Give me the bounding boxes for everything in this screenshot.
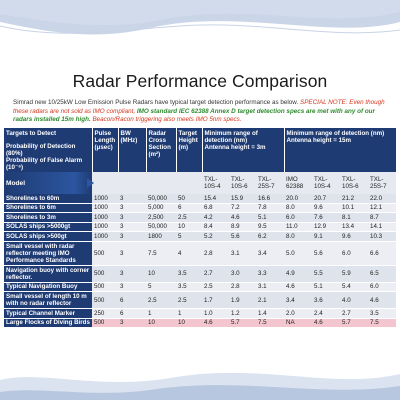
model-arrow-icon <box>87 178 94 188</box>
header-pulse-length: Pulse Length (μsec) <box>92 128 118 172</box>
special-note: SPECIAL NOTE: Even though these radars are not sold as IMO compliant, <box>13 99 385 115</box>
rcs-value: 10 <box>146 318 176 328</box>
height-value: 10 <box>176 318 202 328</box>
range-value: 1.2 <box>229 309 256 319</box>
model-name: IMO 62388 <box>284 172 312 194</box>
height-value: 3.5 <box>176 265 202 282</box>
range-value: 9.6 <box>340 232 368 242</box>
bw-value: 3 <box>118 241 146 265</box>
range-value: 8.0 <box>284 232 312 242</box>
bw-value: 3 <box>118 318 146 328</box>
pulse-value: 500 <box>92 318 118 328</box>
height-value: 3.5 <box>176 282 202 292</box>
range-value: 6.6 <box>368 241 396 265</box>
height-value: 50 <box>176 194 202 203</box>
range-value: 3.4 <box>284 292 312 309</box>
rcs-value: 5 <box>146 282 176 292</box>
height-value: 5 <box>176 232 202 242</box>
header-range-15m-antenna: Antenna height = 15m <box>286 137 351 144</box>
page-title: Radar Performance Comparison <box>72 71 328 91</box>
range-value: 5.7 <box>229 318 256 328</box>
range-value: 5.9 <box>340 265 368 282</box>
range-value: 5.7 <box>340 318 368 328</box>
range-value: 21.2 <box>340 194 368 203</box>
range-value: 3.4 <box>256 241 284 265</box>
table-header-row <box>4 128 396 172</box>
table-row <box>4 232 396 242</box>
table-row <box>4 241 396 265</box>
target-name: Navigation buoy with corner reflector. <box>4 265 92 282</box>
range-value: 4.6 <box>368 292 396 309</box>
range-value: 2.5 <box>202 282 229 292</box>
imo-note: IMO standard IEC 62388 Annex D target detection specs are met with any of our radars installed 15m high. <box>13 107 375 124</box>
range-value: 12.1 <box>368 203 396 213</box>
range-value: 6.5 <box>368 265 396 282</box>
range-value: NA <box>284 318 312 328</box>
header-target-height: Target Height (m) <box>176 128 202 172</box>
pulse-value: 500 <box>92 282 118 292</box>
decorative-wave-bottom <box>0 356 400 400</box>
rcs-value: 1 <box>146 309 176 319</box>
pulse-value: 1000 <box>92 203 118 213</box>
range-value: 3.0 <box>229 265 256 282</box>
bw-value: 3 <box>118 265 146 282</box>
model-name: TXL-10S-6 <box>340 172 368 194</box>
range-value: 7.5 <box>256 318 284 328</box>
rcs-value: 5,000 <box>146 203 176 213</box>
bw-value: 6 <box>118 309 146 319</box>
range-value: 8.0 <box>284 203 312 213</box>
range-value: 15.9 <box>229 194 256 203</box>
range-value: 1.0 <box>202 309 229 319</box>
range-value: 1.7 <box>202 292 229 309</box>
header-prob-false-alarm: Probability of False Alarm (10⁻⁶) <box>6 157 83 171</box>
bw-value: 3 <box>118 222 146 232</box>
range-value: 2.1 <box>256 292 284 309</box>
range-value: 5.5 <box>312 265 340 282</box>
range-value: 2.4 <box>312 309 340 319</box>
pulse-value: 500 <box>92 292 118 309</box>
range-value: 4.6 <box>284 282 312 292</box>
height-value: 2.5 <box>176 213 202 223</box>
bw-value: 3 <box>118 282 146 292</box>
range-value: 7.6 <box>312 213 340 223</box>
model-name: TXL-25S-7 <box>368 172 396 194</box>
pulse-value: 250 <box>92 309 118 319</box>
range-value: 2.7 <box>340 309 368 319</box>
pulse-value: 1000 <box>92 194 118 203</box>
range-value: 8.4 <box>202 222 229 232</box>
header-range-3m-antenna: Antenna height = 3m <box>204 144 266 151</box>
target-name: Typical Navigation Buoy <box>4 282 92 292</box>
model-label-cell <box>4 172 92 194</box>
range-value: 12.9 <box>312 222 340 232</box>
model-name: TXL-10S-4 <box>312 172 340 194</box>
model-name: TXL-10S-6 <box>229 172 256 194</box>
bw-value: 3 <box>118 213 146 223</box>
table-row <box>4 309 396 319</box>
range-value: 14.1 <box>368 222 396 232</box>
range-value: 6.0 <box>284 213 312 223</box>
range-value: 10.1 <box>340 203 368 213</box>
target-name: Shorelines to 3m <box>4 213 92 223</box>
range-value: 6.2 <box>256 232 284 242</box>
range-value: 3.1 <box>256 282 284 292</box>
header-prob-detection: Probability of Detection (80%) <box>6 143 76 157</box>
decorative-wave-top <box>0 0 400 56</box>
pulse-value: 1000 <box>92 213 118 223</box>
rcs-value: 10 <box>146 265 176 282</box>
range-value: 2.0 <box>284 309 312 319</box>
target-name: Shorelines to 60m <box>4 194 92 203</box>
model-row <box>4 172 396 194</box>
range-value: 7.8 <box>256 203 284 213</box>
table-row <box>4 203 396 213</box>
range-value: 9.5 <box>256 222 284 232</box>
range-value: 1.4 <box>256 309 284 319</box>
target-name: SOLAS ships >500gt <box>4 232 92 242</box>
range-value: 5.1 <box>312 282 340 292</box>
target-name: SOLAS ships >5000gt <box>4 222 92 232</box>
range-value: 13.4 <box>340 222 368 232</box>
radar-comparison-table <box>4 128 396 328</box>
range-value: 2.7 <box>202 265 229 282</box>
range-value: 7.5 <box>368 318 396 328</box>
table-row <box>4 194 396 203</box>
height-value: 4 <box>176 241 202 265</box>
rcs-value: 50,000 <box>146 194 176 203</box>
range-value: 9.6 <box>312 203 340 213</box>
table-row <box>4 222 396 232</box>
range-value: 11.0 <box>284 222 312 232</box>
range-value: 3.6 <box>312 292 340 309</box>
range-value: 3.3 <box>256 265 284 282</box>
model-label: Model <box>6 179 26 187</box>
header-targets-title: Targets to Detect <box>6 130 57 137</box>
rcs-value: 2.5 <box>146 292 176 309</box>
height-value: 10 <box>176 222 202 232</box>
range-value: 20.0 <box>284 194 312 203</box>
range-value: 5.2 <box>202 232 229 242</box>
range-value: 8.1 <box>340 213 368 223</box>
table-row-highlighted <box>4 318 396 328</box>
range-value: 5.6 <box>229 232 256 242</box>
pulse-value: 1000 <box>92 222 118 232</box>
model-name: TXL-25S-7 <box>256 172 284 194</box>
range-value: 4.2 <box>202 213 229 223</box>
range-value: 3.5 <box>368 309 396 319</box>
range-value: 20.7 <box>312 194 340 203</box>
intro-paragraph <box>13 99 391 125</box>
model-name: TXL-10S-4 <box>202 172 229 194</box>
range-value: 16.6 <box>256 194 284 203</box>
pulse-value: 1000 <box>92 232 118 242</box>
rcs-value: 1800 <box>146 232 176 242</box>
intro-text: Simrad new 10/25kW Low Emission Pulse Radars have typical target detection performance as below. <box>13 99 299 106</box>
range-value: 6.0 <box>368 282 396 292</box>
range-value: 9.1 <box>312 232 340 242</box>
bw-value: 6 <box>118 292 146 309</box>
header-bandwidth: BW (MHz) <box>118 128 146 172</box>
range-value: 3.1 <box>229 241 256 265</box>
range-value: 1.9 <box>229 292 256 309</box>
range-value: 6.8 <box>202 203 229 213</box>
bw-value: 3 <box>118 194 146 203</box>
table-row <box>4 213 396 223</box>
header-range-3m-title: Minimum range of detection (nm) <box>204 130 258 144</box>
range-value: 8.9 <box>229 222 256 232</box>
beacon-note: Beacon/Racon triggering also meets IMO 5nm specs. <box>92 116 242 124</box>
table-row <box>4 282 396 292</box>
height-value: 6 <box>176 203 202 213</box>
header-targets <box>4 128 92 172</box>
header-range-15m-title: Minimum range of detection (nm) <box>286 130 385 137</box>
range-value: 5.1 <box>256 213 284 223</box>
target-name: Shorelines to 6m <box>4 203 92 213</box>
rcs-value: 2,500 <box>146 213 176 223</box>
pulse-value: 500 <box>92 265 118 282</box>
table-body <box>4 194 396 328</box>
range-value: 10.3 <box>368 232 396 242</box>
range-value: 7.2 <box>229 203 256 213</box>
target-name: Small vessel with radar reflector meeting IMO Performance Standards <box>4 241 92 265</box>
target-name: Typical Channel Marker <box>4 309 92 319</box>
table-row <box>4 292 396 309</box>
rcs-value: 7.5 <box>146 241 176 265</box>
bw-value: 3 <box>118 203 146 213</box>
height-value: 1 <box>176 309 202 319</box>
range-value: 4.6 <box>229 213 256 223</box>
range-value: 4.0 <box>340 292 368 309</box>
range-value: 2.8 <box>229 282 256 292</box>
bw-value: 3 <box>118 232 146 242</box>
range-value: 8.7 <box>368 213 396 223</box>
header-range-15m <box>284 128 396 172</box>
rcs-value: 50,000 <box>146 222 176 232</box>
table-row <box>4 265 396 282</box>
range-value: 4.6 <box>202 318 229 328</box>
range-value: 5.4 <box>340 282 368 292</box>
height-value: 2.5 <box>176 292 202 309</box>
range-value: 4.9 <box>284 265 312 282</box>
range-value: 2.8 <box>202 241 229 265</box>
range-value: 6.0 <box>340 241 368 265</box>
header-radar-cross-section: Radar Cross Section (m²) <box>146 128 176 172</box>
range-value: 4.6 <box>312 318 340 328</box>
range-value: 5.0 <box>284 241 312 265</box>
range-value: 22.0 <box>368 194 396 203</box>
range-value: 5.6 <box>312 241 340 265</box>
pulse-value: 500 <box>92 241 118 265</box>
target-name: Small vessel of length 10 m with no radar reflector <box>4 292 92 309</box>
target-name: Large Flocks of Diving Birds <box>4 318 92 328</box>
range-value: 15.4 <box>202 194 229 203</box>
header-range-3m <box>202 128 284 172</box>
